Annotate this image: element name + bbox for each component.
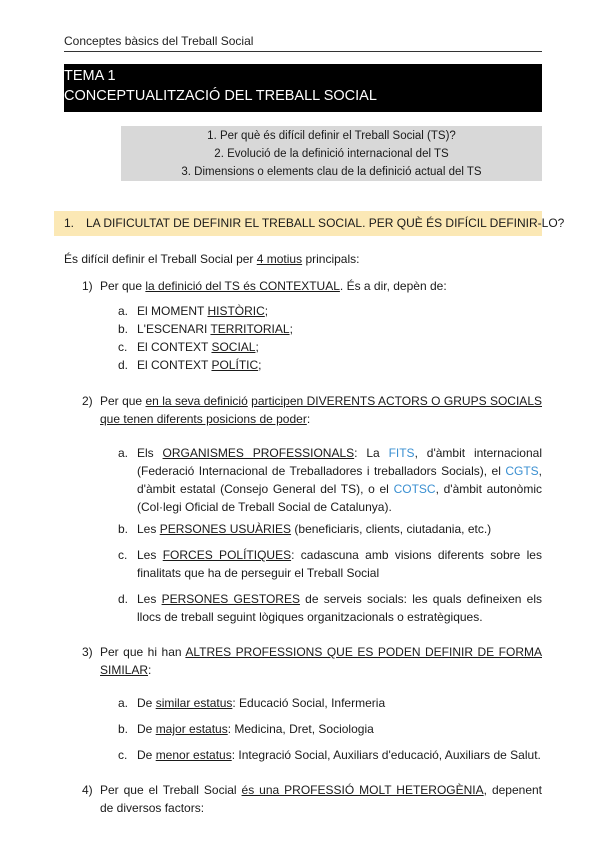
list-item: Els ORGANISMES PROFESSIONALS: La FITS, d'àmbit internacional (Federació Internacional de Treballadores i treballadors Socials), el CGTS, d'àmbit estatal (Consejo General del TS), o el COTSC, d'àmbit autonòmic (Col·legi Oficial de Treball Social de Catalunya). <box>137 446 542 514</box>
reason-2-number: 2) <box>82 394 93 408</box>
reason-3-number: 3) <box>82 645 93 659</box>
reason-3-text: Per que hi han ALTRES PROFESSIONS QUE ES PODEN DEFINIR DE FORMA SIMILAR: <box>100 645 542 677</box>
running-header: Conceptes bàsics del Treball Social <box>64 34 254 48</box>
list-item: De major estatus: Medicina, Dret, Sociologia <box>137 722 374 736</box>
list-letter: c. <box>118 748 128 762</box>
list-letter: d. <box>118 592 129 606</box>
section-number: 1. <box>64 216 75 230</box>
chapter-number: TEMA 1 <box>64 68 116 84</box>
section-heading <box>54 211 565 236</box>
list-item: L'ESCENARI TERRITORIAL; <box>137 322 293 336</box>
list-letter: a. <box>118 304 129 318</box>
list-letter: b. <box>118 722 129 736</box>
list-item: El CONTEXT POLÍTIC; <box>137 358 262 372</box>
reason-4-number: 4) <box>82 783 93 797</box>
list-item: De similar estatus: Educació Social, Infermeria <box>137 696 386 710</box>
list-item: De menor estatus: Integració Social, Auxiliars d'educació, Auxiliars de Salut. <box>137 748 541 762</box>
toc-item: 3. Dimensions o elements clau de la definició actual del TS <box>181 166 482 178</box>
reason-2-text: Per que en la seva definició participen DIVERENTS ACTORS O GRUPS SOCIALS <box>100 394 542 408</box>
toc-item: 2. Evolució de la definició internacional del TS <box>214 148 449 160</box>
header-rule <box>64 51 542 52</box>
toc-item: 1. Per què és difícil definir el Treball Social (TS)? <box>207 130 456 142</box>
reason-1-number: 1) <box>82 279 93 293</box>
list-item: El CONTEXT SOCIAL; <box>137 340 259 354</box>
chapter-title: CONCEPTUALITZACIÓ DEL TREBALL SOCIAL <box>64 88 377 104</box>
list-letter: a. <box>118 446 129 460</box>
table-of-contents <box>121 126 542 181</box>
list-letter: c. <box>118 548 128 562</box>
list-letter: b. <box>118 322 129 336</box>
reason-4-text: Per que el Treball Social és una PROFESSIÓ MOLT HETEROGÈNIA, depenent de diversos factors: <box>100 783 542 815</box>
reason-1-text: Per que la definició del TS és CONTEXTUAL. És a dir, depèn de: <box>100 279 447 293</box>
list-item: Les PERSONES USUÀRIES (beneficiaris, clients, ciutadania, etc.) <box>137 522 492 536</box>
intro-paragraph: És difícil definir el Treball Social per 4 motius principals: <box>64 252 360 266</box>
list-letter: c. <box>118 340 128 354</box>
list-item: Les FORCES POLÍTIQUES: cadascuna amb visions diferents sobre les finalitats que ha de perseguir el Treball Social <box>137 548 542 580</box>
list-item: Les PERSONES GESTORES de serveis socials: les quals defineixen els llocs de treball seguint lògiques organitzacionals o estratègiques. <box>137 592 542 624</box>
list-letter: b. <box>118 522 129 536</box>
section-title: LA DIFICULTAT DE DEFINIR EL TREBALL SOCIAL. PER QUÈ ÉS DIFÍCIL DEFINIR-LO? <box>86 216 565 230</box>
list-letter: a. <box>118 696 129 710</box>
list-letter: d. <box>118 358 129 372</box>
chapter-title-banner <box>64 64 542 112</box>
list-item: El MOMENT HISTÒRIC; <box>137 304 269 318</box>
reason-2-text-cont: que tenen diferents posicions de poder: <box>100 412 311 426</box>
